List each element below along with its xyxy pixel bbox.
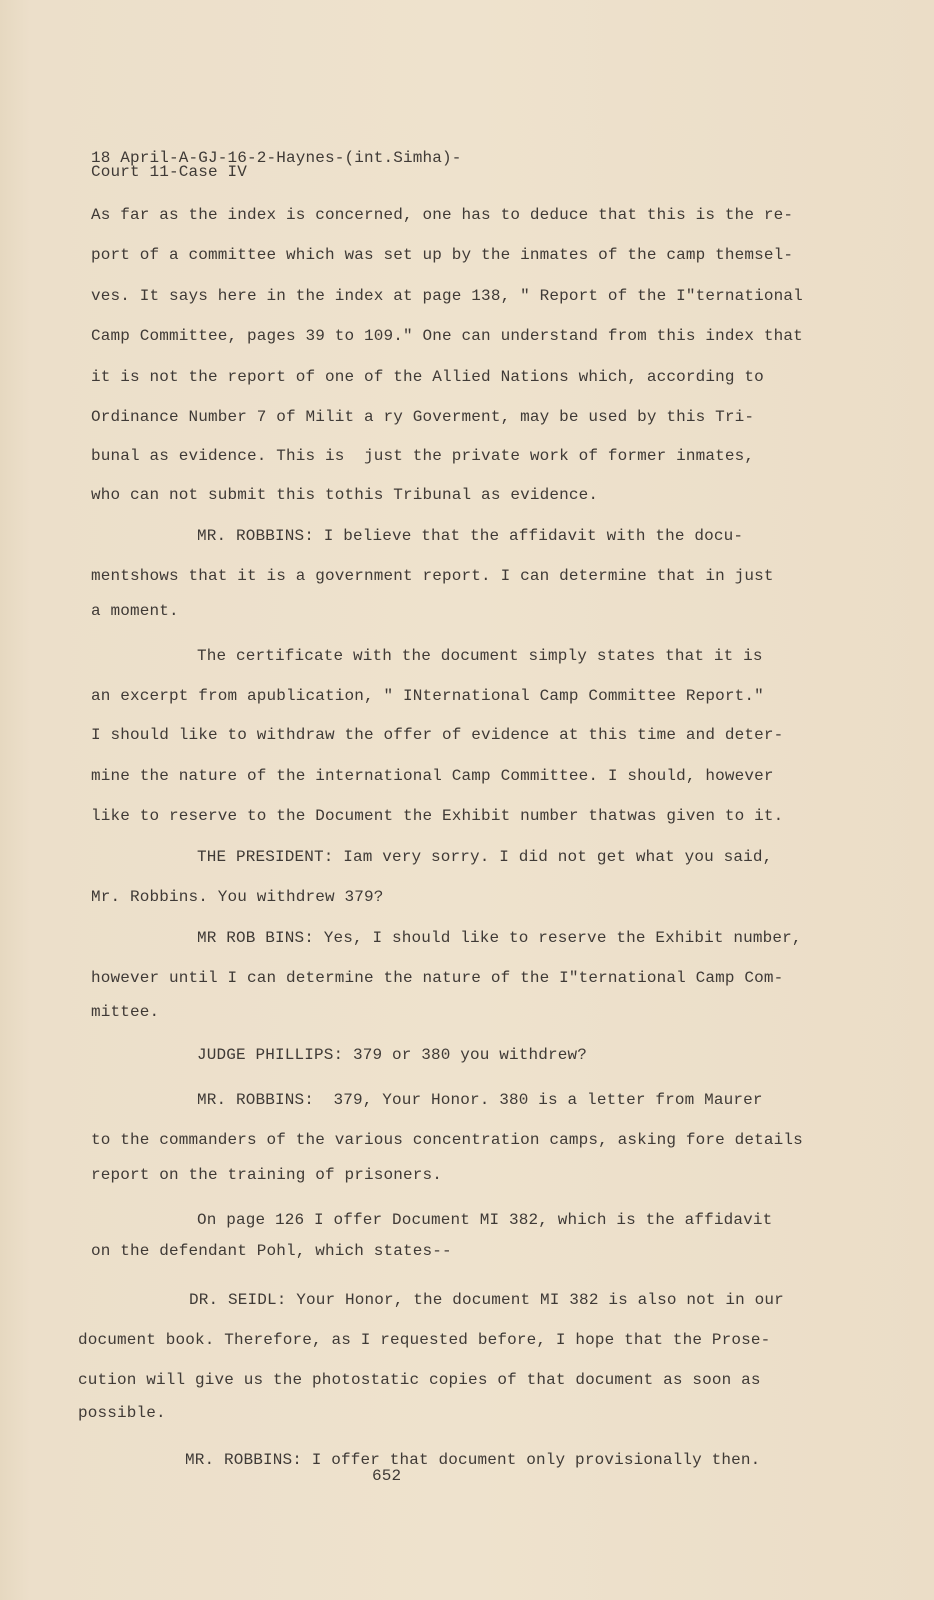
text-line: On page 126 I offer Document MI 382, which is the affidavit [197, 1211, 773, 1229]
text-line: As far as the index is concerned, one has to deduce that this is the re- [91, 206, 794, 224]
page-number: 652 [372, 1467, 402, 1485]
text-line: JUDGE PHILLIPS: 379 or 380 you withdrew? [197, 1046, 588, 1064]
text-line: mittee. [91, 1003, 160, 1021]
text-line: like to reserve to the Document the Exhibit number thatwas given to it. [91, 807, 784, 825]
text-line: I should like to withdraw the offer of evidence at this time and deter- [91, 726, 784, 744]
header-line-1: 18 April-A-GJ-16-2-Haynes-(int.Simha)- [91, 149, 462, 167]
text-line: on the defendant Pohl, which states-- [91, 1242, 452, 1260]
text-line: port of a committee which was set up by the inmates of the camp themsel- [91, 246, 794, 264]
text-line: mine the nature of the international Camp Committee. I should, however [91, 767, 774, 785]
text-line: possible. [78, 1404, 166, 1422]
text-line: MR. ROBBINS: 379, Your Honor. 380 is a letter from Maurer [197, 1091, 763, 1109]
text-line: MR ROB BINS: Yes, I should like to reserve the Exhibit number, [197, 929, 802, 947]
text-line: ves. It says here in the index at page 138, " Report of the I"ternational [91, 287, 803, 305]
text-line: document book. Therefore, as I requested before, I hope that the Prose- [78, 1331, 771, 1349]
text-line: bunal as evidence. This is just the private work of former inmates, [91, 447, 755, 465]
text-line: to the commanders of the various concentration camps, asking fore details [91, 1131, 803, 1149]
text-line: however until I can determine the nature of the I"ternational Camp Com- [91, 969, 784, 987]
text-line: Camp Committee, pages 39 to 109." One can understand from this index that [91, 327, 803, 345]
text-line: an excerpt from apublication, " INternational Camp Committee Report." [91, 687, 764, 705]
text-line: who can not submit this tothis Tribunal as evidence. [91, 486, 599, 504]
text-line: Mr. Robbins. You withdrew 379? [91, 888, 384, 906]
text-line: a moment. [91, 602, 179, 620]
text-line: Ordinance Number 7 of Milit a ry Goverment, may be used by this Tri- [91, 408, 755, 426]
text-line: report on the training of prisoners. [91, 1166, 443, 1184]
text-line: MR. ROBBINS: I believe that the affidavit with the docu- [197, 527, 744, 545]
text-line: MR. ROBBINS: I offer that document only provisionally then. [185, 1451, 761, 1469]
text-line: DR. SEIDL: Your Honor, the document MI 382 is also not in our [189, 1291, 784, 1309]
text-line: it is not the report of one of the Allied Nations which, according to [91, 368, 764, 386]
text-line: THE PRESIDENT: Iam very sorry. I did not get what you said, [197, 848, 773, 866]
text-line: The certificate with the document simply states that it is [197, 647, 763, 665]
header-line-2: Court 11-Case IV [91, 163, 248, 181]
text-line: cution will give us the photostatic copies of that document as soon as [78, 1371, 761, 1389]
text-line: mentshows that it is a government report. I can determine that in just [91, 567, 774, 585]
